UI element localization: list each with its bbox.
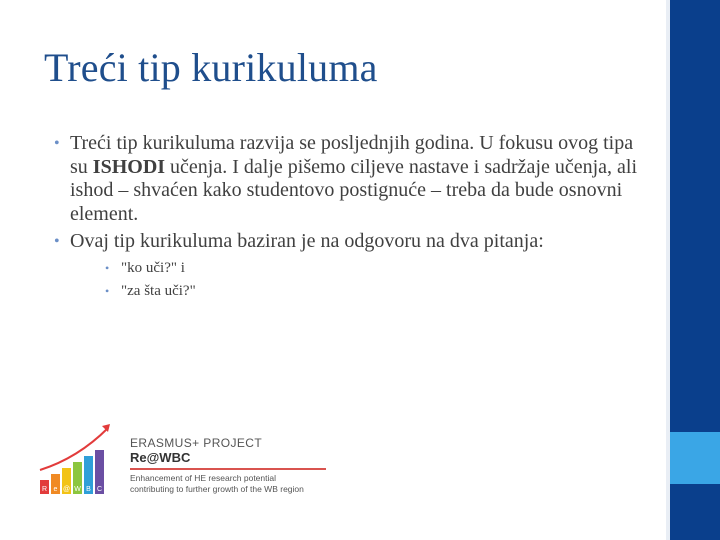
logo-divider [130, 468, 326, 470]
project-logo [38, 418, 338, 500]
side-bar-accent [670, 432, 720, 484]
growth-chart-icon [38, 418, 128, 500]
bullet-text: Ovaj tip kurikuluma baziran je na odgovoru na dva pitanja: [70, 230, 544, 252]
bullet-icon: • [54, 135, 60, 152]
bullet-text-post: učenja. I dalje pišemo ciljeve nastave i sadržaje učenja, ali ishod – shvaćen kako studentovo postignuće – treba da bude osnovni element. [70, 155, 638, 225]
sub-bullet-item [105, 281, 644, 302]
slide-title: Treći tip kurikuluma [44, 45, 378, 90]
bullet-text-bold: ISHODI [92, 155, 166, 178]
logo-name: Re@WBC [130, 450, 191, 465]
sub-bullet-text: "za šta uči?" [121, 282, 196, 299]
sub-bullet-item [105, 258, 644, 279]
bullet-text-pre: Treći tip kurikuluma razvija se posljednjih godina. U fokusu ovog tipa su [70, 132, 634, 178]
logo-bar-letter: R [41, 486, 48, 493]
bullet-item [54, 132, 644, 226]
logo-text [130, 436, 326, 494]
slide-body [54, 132, 644, 302]
logo-bar-letter: @ [62, 486, 71, 493]
logo-program: ERASMUS+ PROJECT [130, 436, 263, 450]
logo-bar-letter: W [74, 486, 81, 493]
bullet-icon: • [54, 233, 60, 250]
logo-bar-letter: e [53, 486, 58, 493]
logo-tagline: Enhancement of HE research potential [130, 473, 277, 483]
logo-bar-letter: B [86, 486, 91, 493]
bullet-icon: • [105, 260, 110, 275]
bullet-item [54, 230, 644, 254]
sub-bullet-text: "ko uči?" i [121, 259, 185, 276]
logo-bar-letter: C [96, 486, 103, 493]
logo-tagline: contributing to further growth of the WB region [130, 483, 304, 494]
bullet-icon: • [105, 283, 110, 298]
